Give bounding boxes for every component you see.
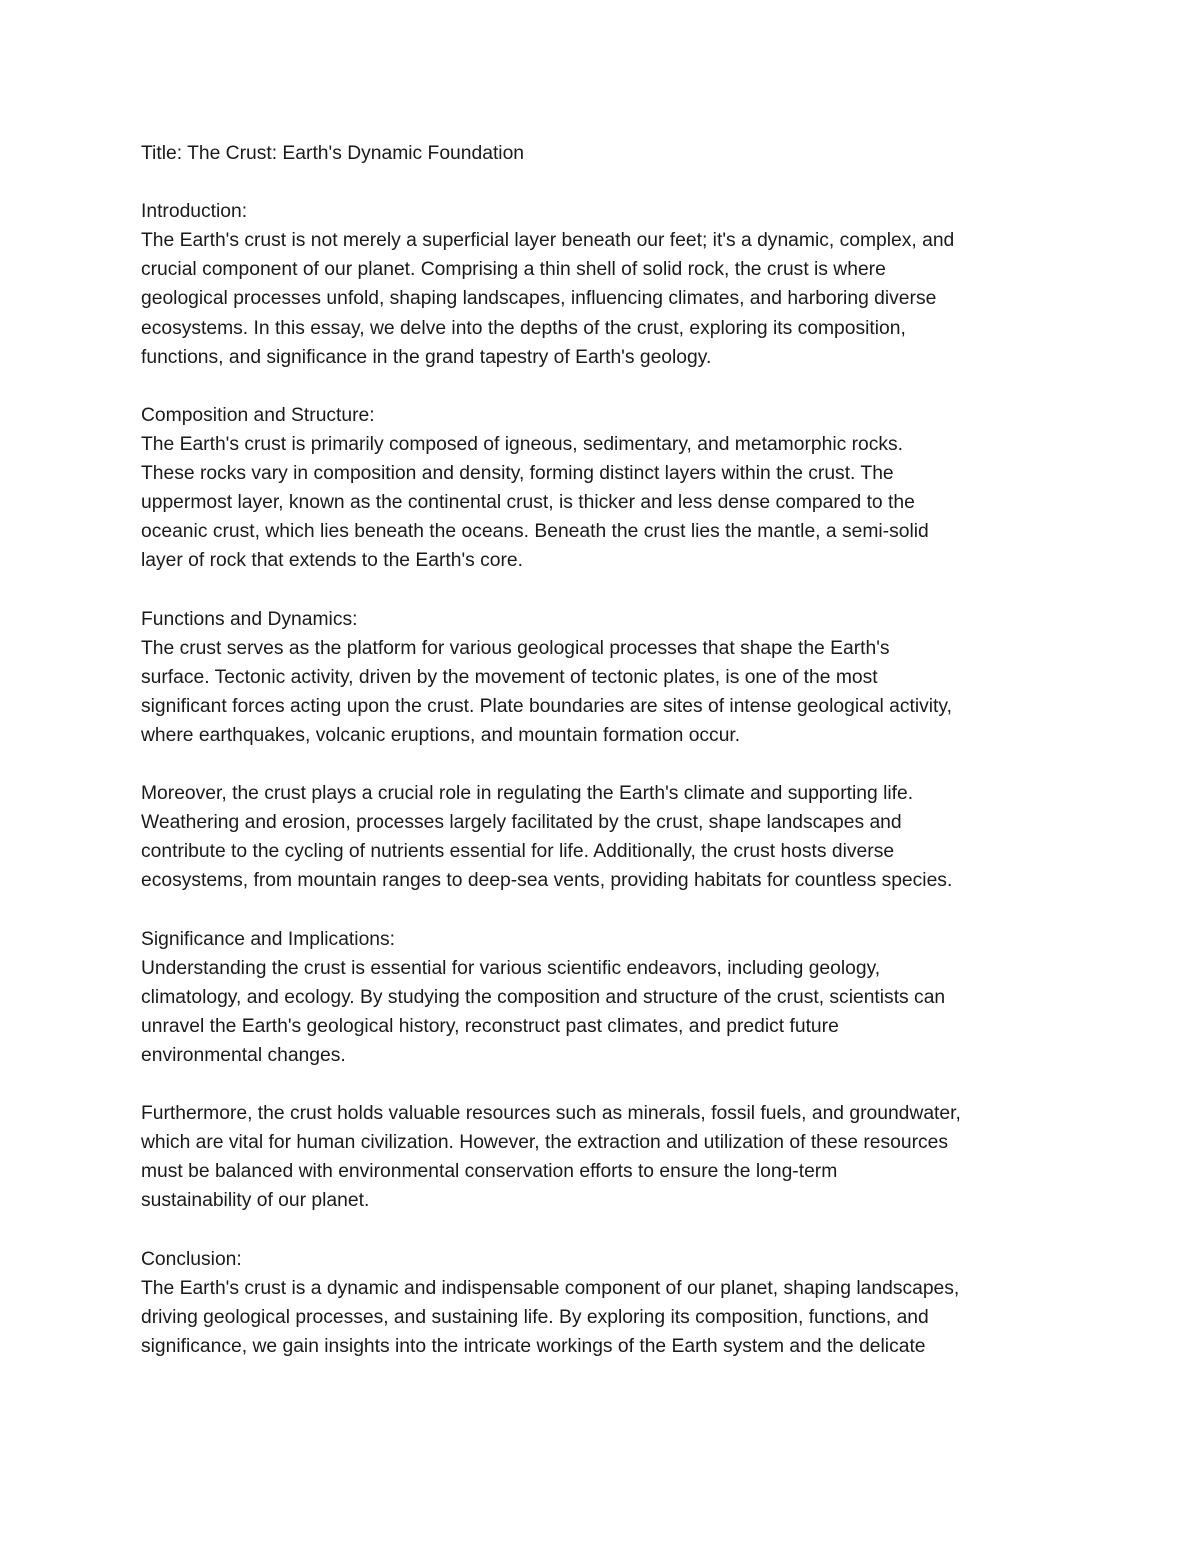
paragraph-line: climatology, and ecology. By studying the composition and structure of the crust, scientists can	[141, 986, 946, 1008]
spacer	[141, 750, 1066, 779]
paragraph-line: where earthquakes, volcanic eruptions, and mountain formation occur.	[141, 724, 741, 746]
paragraph-line: which are vital for human civilization. However, the extraction and utilization of these resources	[141, 1132, 948, 1154]
paragraph-line: driving geological processes, and sustaining life. By exploring its composition, functions, and	[141, 1306, 929, 1328]
paragraph-line: oceanic crust, which lies beneath the oceans. Beneath the crust lies the mantle, a semi-solid	[141, 521, 929, 543]
document-body	[141, 139, 1066, 1361]
paragraph-line: Weathering and erosion, processes largely facilitated by the crust, shape landscapes and	[141, 812, 902, 834]
paragraph-line: geological processes unfold, shaping landscapes, influencing climates, and harboring diverse	[141, 288, 937, 310]
section-heading: Significance and Implications:	[141, 928, 396, 950]
spacer	[141, 575, 1066, 604]
paragraph-line: surface. Tectonic activity, driven by the movement of tectonic plates, is one of the most	[141, 666, 878, 688]
spacer	[141, 1070, 1066, 1099]
paragraph-line: contribute to the cycling of nutrients essential for life. Additionally, the crust hosts diverse	[141, 841, 895, 863]
section-heading: Introduction:	[141, 201, 248, 223]
paragraph-line: crucial component of our planet. Comprising a thin shell of solid rock, the crust is where	[141, 259, 886, 281]
paragraph-line: unravel the Earth's geological history, reconstruct past climates, and predict future	[141, 1015, 839, 1037]
paragraph-line: Understanding the crust is essential for various scientific endeavors, including geology,	[141, 957, 881, 979]
paragraph-line: Furthermore, the crust holds valuable resources such as minerals, fossil fuels, and groundwater,	[141, 1103, 961, 1125]
paragraph-line: significant forces acting upon the crust. Plate boundaries are sites of intense geological activity,	[141, 695, 952, 717]
section-heading: Conclusion:	[141, 1248, 242, 1270]
spacer	[141, 372, 1066, 401]
section-heading: Functions and Dynamics:	[141, 608, 358, 630]
paragraph-line: must be balanced with environmental conservation efforts to ensure the long-term	[141, 1161, 838, 1183]
paragraph-line: environmental changes.	[141, 1044, 346, 1066]
spacer	[141, 168, 1066, 197]
spacer	[141, 1215, 1066, 1244]
spacer	[141, 895, 1066, 924]
document-title: Title: The Crust: Earth's Dynamic Foundation	[141, 143, 525, 164]
paragraph-line: sustainability of our planet.	[141, 1190, 370, 1212]
paragraph-line: The Earth's crust is primarily composed of igneous, sedimentary, and metamorphic rocks.	[141, 433, 904, 455]
paragraph-line: uppermost layer, known as the continental crust, is thicker and less dense compared to the	[141, 492, 915, 514]
paragraph-line: Moreover, the crust plays a crucial role in regulating the Earth's climate and supporting life.	[141, 783, 914, 805]
paragraph-line: The crust serves as the platform for various geological processes that shape the Earth's	[141, 637, 890, 659]
paragraph-line: These rocks vary in composition and density, forming distinct layers within the crust. The	[141, 463, 894, 485]
paragraph-line: The Earth's crust is a dynamic and indispensable component of our planet, shaping landscapes,	[141, 1277, 960, 1299]
section-heading: Composition and Structure:	[141, 404, 375, 426]
paragraph-line: ecosystems, from mountain ranges to deep-sea vents, providing habitats for countless species.	[141, 870, 953, 892]
paragraph-line: functions, and significance in the grand tapestry of Earth's geology.	[141, 346, 712, 368]
paragraph-line: layer of rock that extends to the Earth's core.	[141, 550, 524, 572]
paragraph-line: ecosystems. In this essay, we delve into the depths of the crust, exploring its composition,	[141, 317, 906, 339]
paragraph-line: The Earth's crust is not merely a superficial layer beneath our feet; it's a dynamic, complex, and	[141, 230, 955, 252]
paragraph-line: significance, we gain insights into the intricate workings of the Earth system and the delicate	[141, 1335, 926, 1357]
